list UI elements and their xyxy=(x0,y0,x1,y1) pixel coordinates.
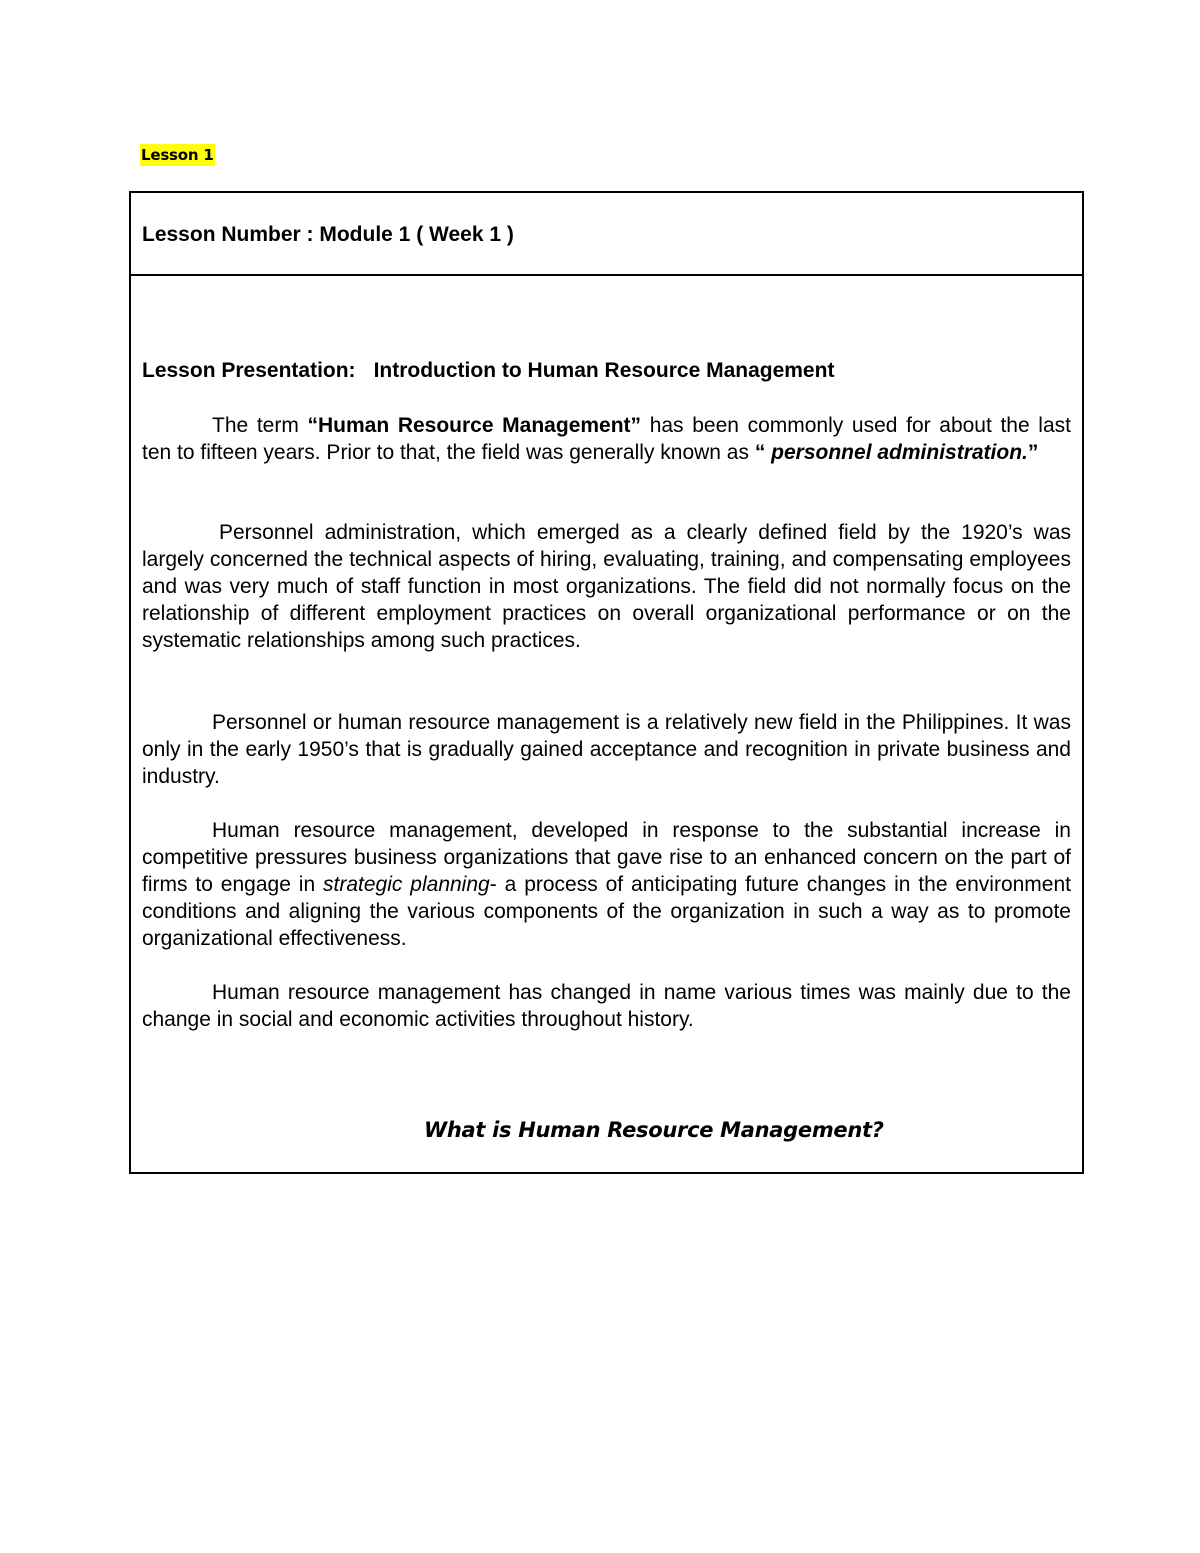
presentation-topic: Introduction to Human Resource Management xyxy=(373,359,835,382)
paragraph-1-open-quote: “ xyxy=(754,441,772,464)
lesson-number: Lesson Number : Module 1 ( Week 1 ) xyxy=(142,223,514,246)
paragraph-1-text-c: has been commonly used for about the last ten to fifteen years. Prior to that, the field was generally known as xyxy=(142,414,1071,464)
lesson-tag: Lesson 1 xyxy=(141,146,214,164)
paragraph-1-close-quote: ” xyxy=(1027,441,1039,464)
paragraph-4 xyxy=(142,817,1071,952)
paragraph-4-emphasis: strategic planning xyxy=(323,873,490,896)
paragraph-5: Human resource management has changed in name various times was mainly due to the change in social and economic activities throughout history. xyxy=(142,981,1071,1031)
paragraph-1-emphasis: personnel administration. xyxy=(771,441,1028,464)
presentation-title xyxy=(142,358,834,384)
paragraph-1-text-a: The term xyxy=(212,414,308,437)
question-heading: What is Human Resource Management? xyxy=(424,1118,884,1142)
paragraph-1 xyxy=(142,412,1071,466)
paragraph-1-term: “Human Resource Management” xyxy=(307,414,642,437)
paragraph-3: Personnel or human resource management is a relatively new field in the Philippines. It was only in the early 1950’s that is gradually gained acceptance and recognition in private business and industry. xyxy=(142,711,1071,788)
lesson-number-cell xyxy=(131,193,1082,276)
presentation-label: Lesson Presentation: xyxy=(142,359,356,382)
paragraph-2: Personnel administration, which emerged as a clearly defined field by the 1920’s was largely concerned the technical aspects of hiring, evaluating, training, and compensating employees and was very much of staff function in most organizations. The field did not normally focus on the relationship of different employment practices on overall organizational performance or on the systematic relationships among such practices. xyxy=(142,521,1071,652)
paragraph-4-text-a: Human resource management, developed in response to the substantial increase in competitive pressures business organizations that gave rise to an enhanced concern on the part of firms to engage in xyxy=(142,819,1071,896)
paragraph-4-text-c: - a process of anticipating future changes in the environment conditions and aligning the various components of the organization in such a way as to promote organizational effectiveness. xyxy=(142,873,1071,950)
lesson-table xyxy=(129,191,1084,1174)
